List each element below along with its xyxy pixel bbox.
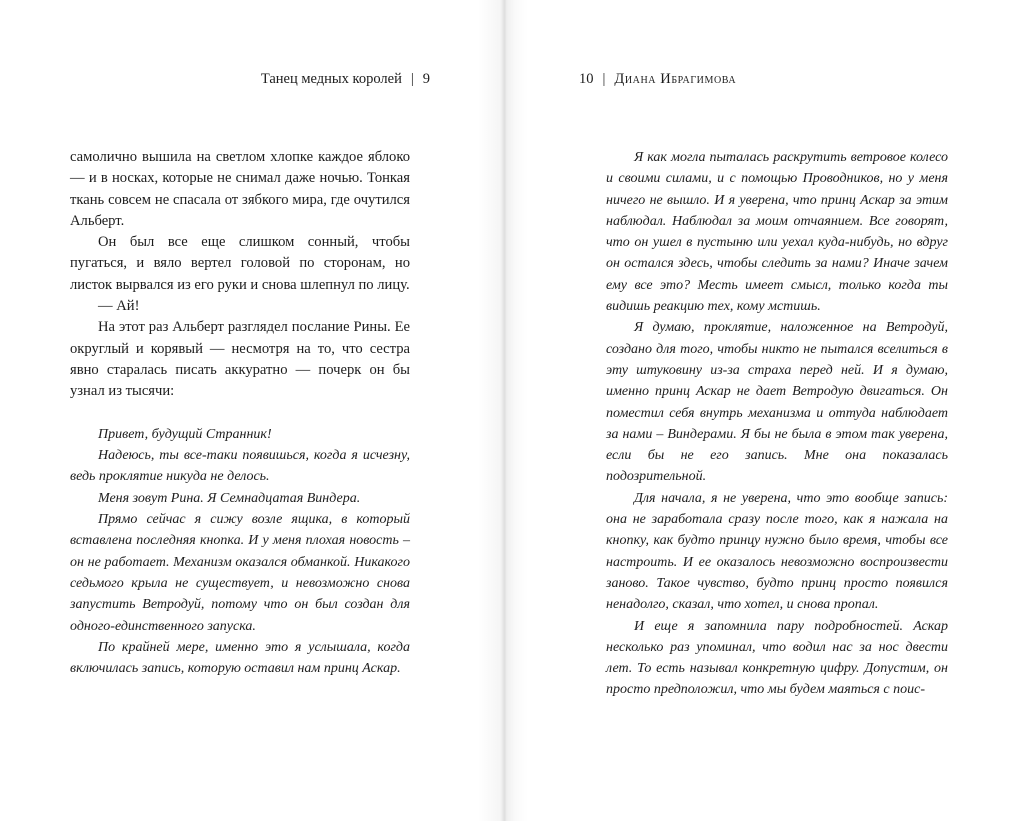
author-name: Диана Ибрагимова bbox=[614, 71, 737, 87]
running-head-separator: | bbox=[602, 71, 606, 87]
left-page-text bbox=[70, 147, 410, 679]
letter-paragraph: По крайней мере, именно это я услышала, когда включилась запись, которую оставил нам принц Аскар. bbox=[70, 639, 410, 677]
book-title: Танец медных королей bbox=[260, 71, 402, 87]
paragraph: самолично вышила на светлом хлопке каждое яблоко — и в носках, которые не снимал даже ночью. Тонкая ткань совсем не спасала от зябкого мира, где очутился Альберт. bbox=[70, 149, 410, 229]
right-page-text bbox=[606, 147, 948, 701]
letter-greeting: Привет, будущий Странник! bbox=[98, 426, 272, 442]
dialogue-line: — Ай! bbox=[98, 298, 140, 315]
paragraph: Он был все еще слишком сонный, чтобы пугаться, и вяло вертел головой по сторонам, но листок вырвался из его руки и снова шлепнул по лицу. bbox=[70, 234, 410, 293]
running-head-separator: | bbox=[410, 71, 414, 87]
letter-paragraph: Меня зовут Рина. Я Семнадцатая Виндера. bbox=[98, 490, 361, 506]
right-page bbox=[505, 0, 1015, 821]
left-page bbox=[0, 0, 505, 821]
letter-paragraph: Прямо сейчас я сижу возле ящика, в который вставлена последняя кнопка. И у меня плохая новость – он не работает. Механизм оказался обманкой. Никакого седьмого крыла не существует, и невозможно снова запустить Ветродуй, потому что он был создан для одного-единственного запуска. bbox=[70, 512, 410, 634]
letter-paragraph: Я думаю, проклятие, наложенное на Ветродуй, создано для того, чтобы никто не пытался вселиться в эту штуковину из-за страха перед ней. И я думаю, именно принц Аскар не дает Ветродую двигаться. Он поместил себя внутрь механизма и оттуда наблюдает за нами – Виндерами. Я бы не была в этом так уверена, если бы не его запись. Мне она показалась подозрительной. bbox=[606, 320, 948, 485]
left-running-head bbox=[261, 70, 430, 88]
right-page-number: 10 bbox=[579, 71, 594, 87]
right-running-head bbox=[579, 70, 736, 88]
letter-paragraph: Надеюсь, ты все-таки появишься, когда я исчезну, ведь проклятие никуда не делось. bbox=[70, 448, 410, 485]
letter-paragraph: И еще я запомнила пару подробностей. Аскар несколько раз упоминал, что водил нас за нос двести лет. То есть называл конкретную цифру. Допустим, он просто предположил, что мы будем маяться с поис- bbox=[606, 618, 948, 698]
letter-paragraph: Я как могла пыталась раскрутить ветровое колесо и своими силами, и с помощью Проводников, но у меня ничего не вышло. И я уверена, что принц Аскар за этим наблюдал. Наблюдал за моим отчаянием. Все говорят, что он ушел в пустыню или уехал куда-нибудь, но вдруг он остался здесь, чтобы следить за нами? Иначе зачем ему все это? Месть имеет смысл, только когда ты видишь реакцию тех, кому мстишь. bbox=[606, 150, 948, 315]
paragraph: На этот раз Альберт разглядел послание Рины. Ее округлый и корявый — несмотря на то, что сестра явно старалась писать аккуратно — почерк он бы узнал из тысячи: bbox=[70, 319, 410, 400]
letter-paragraph: Для начала, я не уверена, что это вообще запись: она не заработала сразу после того, как я нажала на кнопку, как будто принцу нужно было время, чтобы все настроить. И ее оказалось невозможно воспроизвести заново. Такое чувство, будто принц просто появился ненадолго, сказал, что хотел, и снова пропал. bbox=[606, 490, 948, 613]
left-page-number: 9 bbox=[422, 71, 430, 87]
